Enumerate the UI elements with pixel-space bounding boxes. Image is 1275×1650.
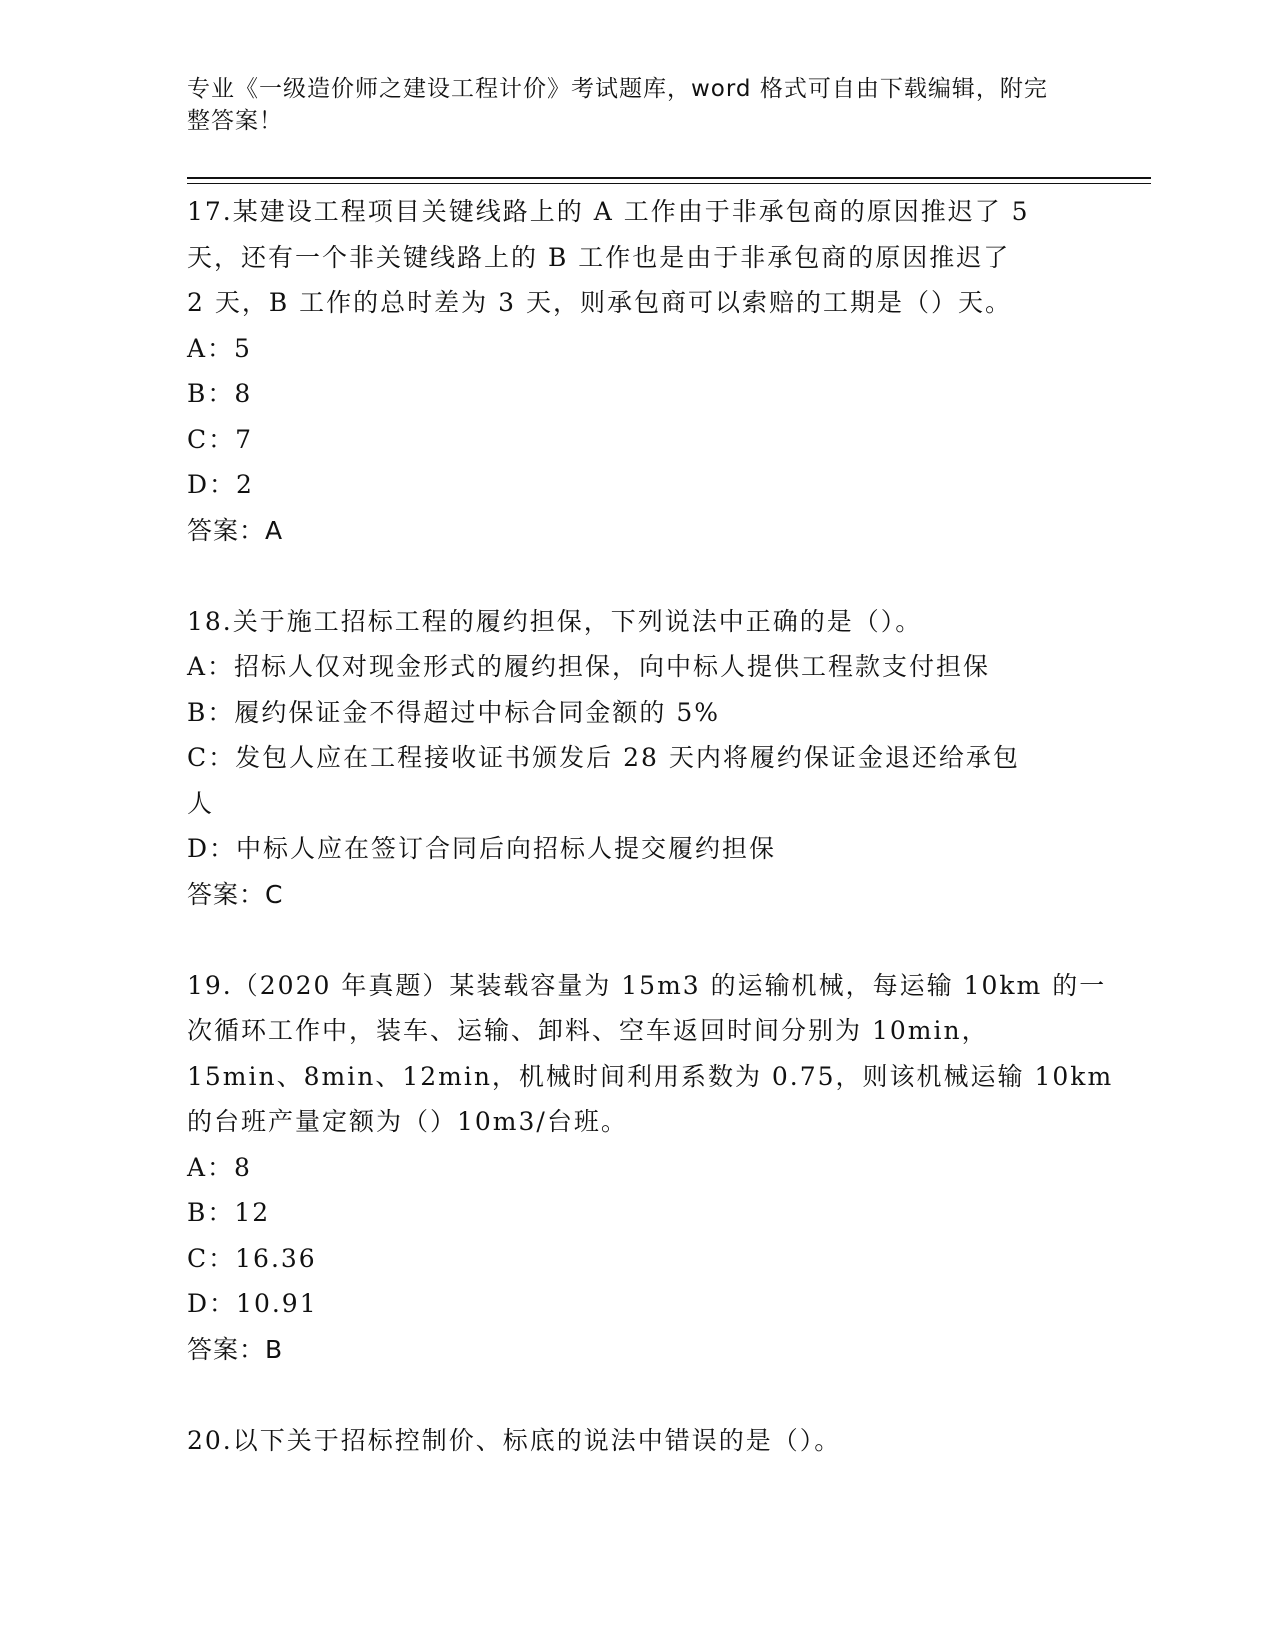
answer-line: 答案：A: [187, 515, 284, 545]
header-line-2: 整答案！: [187, 108, 283, 134]
option-a: A：8: [187, 1152, 252, 1182]
question-stem-line: 20.以下关于招标控制价、标底的说法中错误的是（）。: [187, 1425, 842, 1455]
spacer: [187, 1372, 1087, 1418]
option-d: D：10.91: [187, 1289, 318, 1318]
option-d: D：2: [187, 470, 254, 499]
question-stem-line: 18.关于施工招标工程的履约担保，下列说法中正确的是（）。: [187, 606, 923, 636]
document-header: [187, 73, 1067, 137]
question-stem-line: 15min、8min、12min，机械时间利用系数为 0.75，则该机械运输 10km: [187, 1061, 1114, 1091]
question-stem-line: 的台班产量定额为（）10m3/台班。: [187, 1107, 628, 1136]
spacer: [187, 553, 1087, 599]
option-a: A：5: [187, 333, 252, 363]
question-20: [187, 1418, 1087, 1464]
option-b: B：8: [187, 379, 253, 408]
question-17: [187, 189, 1087, 553]
header-rule-thick: [187, 177, 1151, 179]
header-line-1: 专业《一级造价师之建设工程计价》考试题库，word 格式可自由下载编辑，附完: [187, 76, 1048, 102]
option-a: A：招标人仅对现金形式的履约担保，向中标人提供工程款支付担保: [187, 652, 991, 681]
answer-line: 答案：C: [187, 879, 284, 909]
answer-line: 答案：B: [187, 1334, 284, 1364]
option-c-continued: 人: [187, 788, 215, 818]
question-stem-line: 天，还有一个非关键线路上的 B 工作也是由于非承包商的原因推迟了: [187, 242, 1011, 272]
option-c: C：发包人应在工程接收证书颁发后 28 天内将履约保证金退还给承包: [187, 743, 1020, 772]
question-18: [187, 599, 1087, 918]
question-stem-line: 17.某建设工程项目关键线路上的 A 工作由于非承包商的原因推迟了 5: [187, 197, 1030, 226]
option-c: C：7: [187, 424, 254, 454]
question-stem-line: 2 天，B 工作的总时差为 3 天，则承包商可以索赔的工期是（）天。: [187, 288, 1012, 317]
spacer: [187, 917, 1087, 963]
question-19: [187, 963, 1114, 1373]
header-rule-thin: [187, 183, 1151, 184]
question-stem-line: 次循环工作中，装车、运输、卸料、空车返回时间分别为 10min，: [187, 1016, 989, 1045]
option-c: C：16.36: [187, 1243, 317, 1273]
option-d: D：中标人应在签订合同后向招标人提交履约担保: [187, 834, 777, 863]
question-list: [187, 189, 1114, 1463]
question-stem-line: 19.（2020 年真题）某装载容量为 15m3 的运输机械，每运输 10km 的一: [187, 970, 1107, 1000]
option-b: B：12: [187, 1198, 271, 1227]
option-b: B：履约保证金不得超过中标合同金额的 5%: [187, 697, 720, 727]
